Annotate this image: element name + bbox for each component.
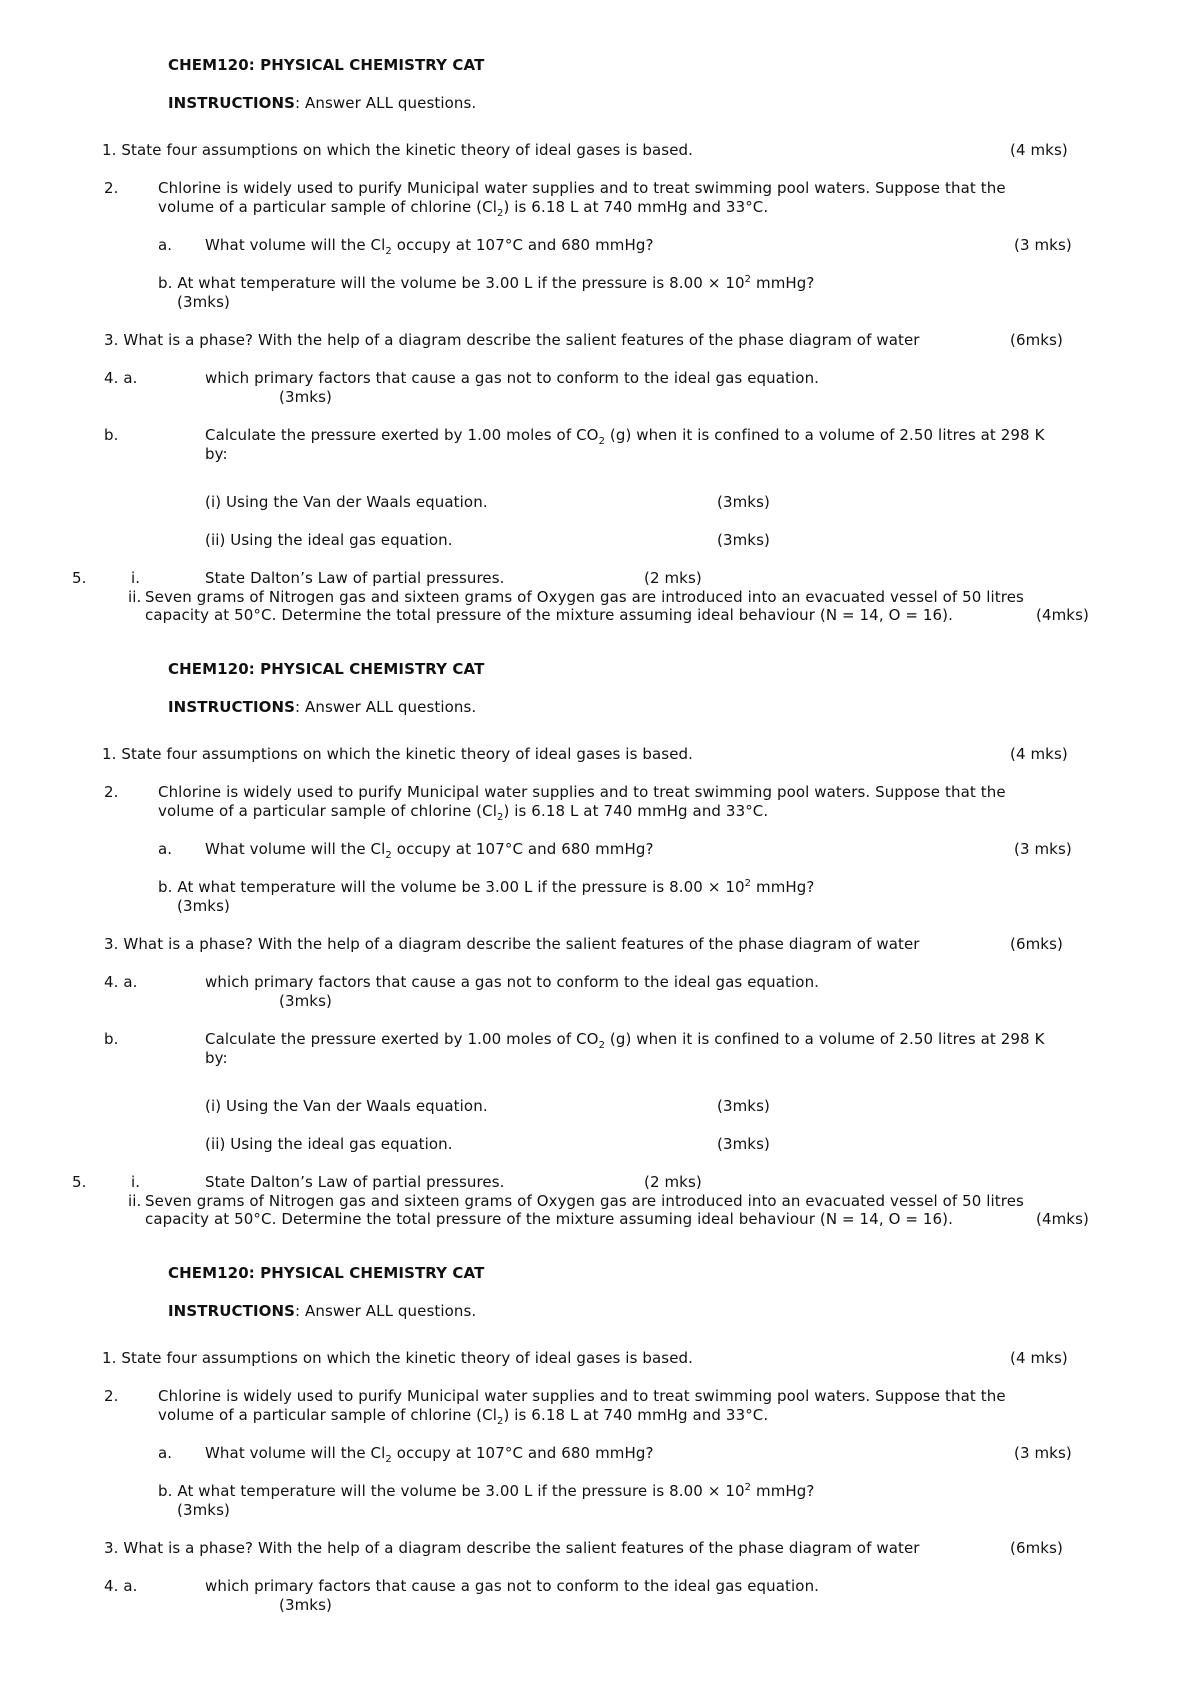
q2-number: 2. [104,783,119,801]
q5-number: 5. [72,569,87,587]
q2-text-line2: volume of a particular sample of chlorine $(Cl_2)$ is 6.18 L at 740 mmHg and 33°C. [158,198,769,219]
q1-marks: (4 mks) [1010,1349,1068,1367]
q4b-i-text: (i) Using the Van der Waals equation. [205,1097,488,1115]
q5-i-label: i. [131,569,141,587]
instructions-label: INSTRUCTIONS [168,94,296,112]
q2b-text: b. At what temperature will the volume be 3.00 L if the pressure is $8.00 \times 10^2$ mmHg? [158,274,815,292]
q5-ii-line1: Seven grams of Nitrogen gas and sixteen grams of Oxygen gas are introduced into an evacuated vessel of 50 litres [145,1192,1024,1210]
q4-number: 4. a. [104,973,138,991]
q2a-marks: (3 mks) [1014,236,1072,254]
question-3: 3. What is a phase? With the help of a diagram describe the salient features of the phase diagram of water [104,1539,920,1557]
q2-number: 2. [104,179,119,197]
q5-ii-line1: Seven grams of Nitrogen gas and sixteen grams of Oxygen gas are introduced into an evacuated vessel of 50 litres [145,588,1024,606]
q5-ii-line2: capacity at 50°C. Determine the total pressure of the mixture assuming ideal behaviour (N = 14, O = 16). [145,1210,953,1228]
q5-i-marks: (2 mks) [644,1173,702,1191]
instructions-text: : Answer ALL questions. [295,94,477,112]
q5-i-label: i. [131,1173,141,1191]
q4b-label: b. [104,1030,119,1048]
q4b-text: Calculate the pressure exerted by 1.00 moles of $CO_2$ (g) when it is confined to a volume of 2.50 litres at 298 K [205,426,1045,447]
q4b-ii-text: (ii) Using the ideal gas equation. [205,1135,453,1153]
exam-copy-1 [0,0,1200,600]
q1-text: State four assumptions on which the kinetic theory of ideal gases is based. [121,141,694,159]
q4b-cont: by: [205,445,228,463]
question-1 [102,141,693,160]
q2a-marks: (3 mks) [1014,1444,1072,1462]
q2b-marks: (3mks) [177,897,230,915]
q4a-text: which primary factors that cause a gas not to conform to the ideal gas equation. [205,1577,820,1595]
question-1: 1. State four assumptions on which the kinetic theory of ideal gases is based. [102,1349,694,1367]
q1-marks: (4 mks) [1010,745,1068,763]
q5-ii-marks: (4mks) [1036,1210,1089,1228]
q4-number: 4. a. [104,369,138,387]
q5-i-text: State Dalton’s Law of partial pressures. [205,1173,505,1191]
q3-marks: (6mks) [1010,331,1063,349]
q4a-marks: (3mks) [279,1596,332,1614]
q4b-i-marks: (3mks) [717,493,770,511]
q4b-label: b. [104,426,119,444]
q3-marks: (6mks) [1010,1539,1063,1557]
q2a-label: a. [158,840,173,858]
q1-number: 1. [102,141,117,159]
q2a-text: What volume will the $Cl_2$ occupy at 107°C and 680 mmHg? [205,1444,654,1465]
q2-text-line1: Chlorine is widely used to purify Municipal water supplies and to treat swimming pool waters. Suppose that the [158,1387,1006,1405]
instructions: INSTRUCTIONS: Answer ALL questions. [168,1302,477,1320]
q4b-ii-marks: (3mks) [717,531,770,549]
q4-number: 4. a. [104,1577,138,1595]
q2a-marks: (3 mks) [1014,840,1072,858]
q5-i-marks: (2 mks) [644,569,702,587]
q2b-text: b. At what temperature will the volume be 3.00 L if the pressure is $8.00 \times 10^2$ mmHg? [158,878,815,896]
q2b-text: b. At what temperature will the volume be 3.00 L if the pressure is $8.00 \times 10^2$ mmHg? [158,1482,815,1500]
q2a-text: What volume will the $Cl_2$ occupy at 107°C and 680 mmHg? [205,840,654,861]
q4b-ii-text: (ii) Using the ideal gas equation. [205,531,453,549]
q4b-text: Calculate the pressure exerted by 1.00 moles of $CO_2$ (g) when it is confined to a volume of 2.50 litres at 298 K [205,1030,1045,1051]
exam-copy-3 [0,1208,1200,1698]
exam-title: CHEM120: PHYSICAL CHEMISTRY CAT [168,1264,485,1282]
q2b-marks: (3mks) [177,1501,230,1519]
exam-copy-2 [0,604,1200,1204]
q4b-i-text: (i) Using the Van der Waals equation. [205,493,488,511]
q4a-text: which primary factors that cause a gas not to conform to the ideal gas equation. [205,973,820,991]
q1-marks: (4 mks) [1010,141,1068,159]
q2a-label: a. [158,236,173,254]
instructions [168,94,476,113]
q2-text-line2: volume of a particular sample of chlorine $(Cl_2)$ is 6.18 L at 740 mmHg and 33°C. [158,802,769,823]
q5-number: 5. [72,1173,87,1191]
instructions: INSTRUCTIONS: Answer ALL questions. [168,698,477,716]
q5-ii-label: ii. [128,1192,142,1210]
question-3: 3. What is a phase? With the help of a diagram describe the salient features of the phase diagram of water [104,935,920,953]
q5-ii-line2: capacity at 50°C. Determine the total pressure of the mixture assuming ideal behaviour (N = 14, O = 16). [145,606,953,624]
q2-text-line1: Chlorine is widely used to purify Municipal water supplies and to treat swimming pool waters. Suppose that the [158,179,1006,197]
q4b-cont: by: [205,1049,228,1067]
exam-title: CHEM120: PHYSICAL CHEMISTRY CAT [168,660,485,678]
q4a-marks: (3mks) [279,992,332,1010]
q2a-label: a. [158,1444,173,1462]
q5-i-text: State Dalton’s Law of partial pressures. [205,569,505,587]
q4b-i-marks: (3mks) [717,1097,770,1115]
q4b-ii-marks: (3mks) [717,1135,770,1153]
q3-marks: (6mks) [1010,935,1063,953]
q2b-marks: (3mks) [177,293,230,311]
q2a-text: What volume will the $Cl_2$ occupy at 107°C and 680 mmHg? [205,236,654,257]
q5-ii-label: ii. [128,588,142,606]
q4a-marks: (3mks) [279,388,332,406]
question-1: 1. State four assumptions on which the kinetic theory of ideal gases is based. [102,745,694,763]
q2-number: 2. [104,1387,119,1405]
question-3: 3. What is a phase? With the help of a diagram describe the salient features of the phase diagram of water [104,331,920,349]
q4a-text: which primary factors that cause a gas not to conform to the ideal gas equation. [205,369,820,387]
q2-text-line2: volume of a particular sample of chlorine $(Cl_2)$ is 6.18 L at 740 mmHg and 33°C. [158,1406,769,1427]
q2-text-line1: Chlorine is widely used to purify Municipal water supplies and to treat swimming pool waters. Suppose that the [158,783,1006,801]
exam-title: CHEM120: PHYSICAL CHEMISTRY CAT [168,56,485,74]
q5-ii-marks: (4mks) [1036,606,1089,624]
